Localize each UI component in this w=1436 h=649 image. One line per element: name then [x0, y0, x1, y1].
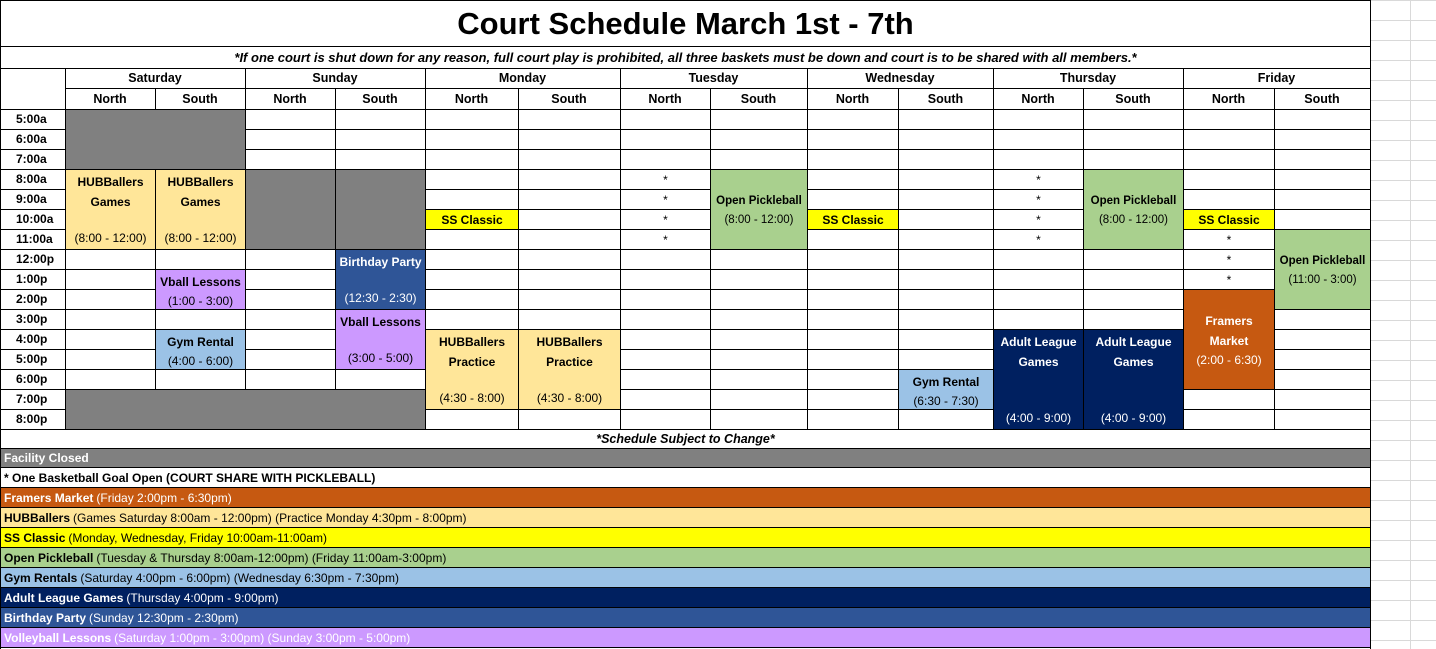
legend-framers-market [0, 488, 1371, 508]
day-header-saturday [65, 68, 245, 88]
event-time: (6:30 - 7:30) [913, 394, 979, 408]
court-label: South [740, 91, 777, 106]
court-header-monday-south [518, 88, 620, 109]
event-bday_sun[interactable] [336, 250, 425, 309]
basketball-star-marker [1184, 270, 1274, 289]
time-label [0, 169, 65, 189]
court-header-tuesday-south [710, 88, 807, 109]
legend-detail: (Saturday 1:00pm - 3:00pm) (Sunday 3:00pm - 5:00pm) [114, 630, 411, 645]
event-time: (12:30 - 2:30) [344, 291, 417, 305]
time-label [0, 389, 65, 409]
event-title [1095, 332, 1171, 372]
legend-detail: (Monday, Wednesday, Friday 10:00am-11:00am) [68, 530, 327, 545]
event-title [339, 252, 421, 272]
basketball-star-marker [994, 210, 1083, 229]
event-title [77, 172, 143, 212]
legend-detail: (Sunday 12:30pm - 2:30pm) [89, 610, 239, 625]
event-name: Adult League [1095, 335, 1172, 349]
event-name: SS Classic [441, 212, 503, 227]
time-text: 9:00a [16, 192, 47, 206]
time-text: 2:00p [16, 292, 48, 306]
basketball-star-marker [994, 230, 1083, 249]
event-title [340, 312, 421, 332]
time-label [0, 269, 65, 289]
closed-sat-sun-morning [66, 110, 245, 169]
day-header-tuesday [620, 68, 807, 88]
star-text: * [1036, 212, 1041, 227]
legend-adult-league [0, 588, 1371, 608]
legend-label: SS Classic [4, 530, 66, 545]
event-name-line2: Market [1209, 333, 1249, 348]
event-name: Birthday Party [339, 255, 422, 269]
time-text: 12:00p [16, 252, 55, 266]
time-label [0, 189, 65, 209]
event-title [441, 210, 502, 229]
time-label [0, 209, 65, 229]
event-name: SS Classic [1198, 212, 1260, 227]
event-title [1205, 311, 1252, 351]
legend-detail: (Thursday 4:00pm - 9:00pm) [126, 590, 279, 605]
time-label [0, 249, 65, 269]
court-label: South [551, 91, 587, 106]
event-name: Vball Lessons [160, 275, 241, 289]
day-label: Saturday [128, 71, 182, 85]
court-header-sunday-south [335, 88, 425, 109]
court-header-friday-south [1274, 88, 1370, 109]
page-title [0, 0, 1371, 47]
event-adult_thu_s[interactable] [1084, 330, 1183, 429]
court-header-tuesday-north [620, 88, 710, 109]
time-label [0, 129, 65, 149]
court-label: South [927, 91, 964, 106]
star-text: * [663, 212, 668, 227]
event-time: (4:00 - 9:00) [1100, 411, 1167, 425]
time-text: 3:00p [16, 312, 48, 326]
event-time: (4:30 - 8:00) [536, 391, 603, 405]
time-text: 11:00a [16, 232, 53, 246]
event-time: (11:00 - 3:00) [1288, 273, 1357, 286]
event-gym_wed[interactable] [899, 370, 993, 409]
legend-label: Facility Closed [4, 451, 89, 465]
day-label: Tuesday [688, 71, 739, 85]
title-text: Court Schedule March 1st - 7th [457, 5, 914, 41]
star-text: * [1226, 252, 1232, 267]
day-header-thursday [993, 68, 1183, 88]
court-header-wednesday-south [898, 88, 993, 109]
time-label [0, 349, 65, 369]
court-label: North [273, 91, 307, 106]
time-text: 10:00a [16, 212, 54, 226]
time-label [0, 289, 65, 309]
event-title [822, 210, 883, 229]
event-title [913, 372, 980, 392]
basketball-star-marker [621, 230, 710, 249]
event-name: Framers [1205, 313, 1253, 328]
event-title [167, 172, 233, 212]
time-label [0, 149, 65, 169]
event-name: Vball Lessons [340, 315, 421, 329]
court-header-thursday-south [1083, 88, 1183, 109]
event-name: Gym Rental [912, 375, 980, 389]
day-header-wednesday [807, 68, 993, 88]
day-header-sunday [245, 68, 425, 88]
star-text: * [1036, 192, 1041, 207]
event-name: Adult League [1000, 335, 1077, 349]
event-title [167, 332, 234, 352]
event-time: (4:00 - 6:00) [167, 354, 234, 368]
event-adult_thu_n[interactable] [994, 330, 1083, 429]
basketball-star-marker [1184, 250, 1274, 269]
event-time: (1:00 - 3:00) [167, 294, 234, 308]
basketball-star-marker [1184, 230, 1274, 249]
basketball-star-marker [994, 190, 1083, 209]
basketball-star-marker [621, 210, 710, 229]
court-label: North [1021, 91, 1055, 106]
event-title [439, 332, 505, 372]
event-ss_mon[interactable] [426, 210, 518, 229]
closed-sun-north-morning [246, 170, 335, 249]
event-name: HUBBallers [77, 175, 144, 189]
event-name: HUBBallers [167, 175, 234, 189]
time-label [0, 329, 65, 349]
time-text: 7:00p [16, 392, 48, 406]
legend-open-pickleball [0, 548, 1371, 568]
footer-text: *Schedule Subject to Change* [596, 431, 775, 446]
time-text: 6:00a [16, 132, 47, 146]
event-name: HUBBallers [536, 335, 603, 349]
court-header-wednesday-north [807, 88, 898, 109]
court-header-friday-north [1183, 88, 1274, 109]
legend-label: * One Basketball Goal Open (COURT SHARE WITH PICKLEBALL) [4, 470, 376, 485]
event-title [1000, 332, 1076, 372]
event-name-line2: Games [1018, 355, 1059, 369]
event-hub_sat_s[interactable] [156, 170, 245, 249]
legend-label: Gym Rentals [4, 570, 78, 585]
court-label: North [835, 91, 870, 106]
day-label: Monday [498, 71, 547, 85]
event-name: Open Pickleball [1279, 254, 1366, 267]
legend-facility-closed [0, 448, 1371, 468]
legend-ss-classic [0, 528, 1371, 548]
basketball-star-marker [621, 190, 710, 209]
legend-label: Open Pickleball [4, 550, 94, 565]
legend-label: Volleyball Lessons [4, 630, 112, 645]
court-header-saturday-south [155, 88, 245, 109]
event-ss_fri[interactable] [1184, 210, 1274, 229]
event-pb_fri[interactable] [1275, 230, 1370, 309]
time-text: 4:00p [16, 332, 48, 346]
event-hub_sat_n[interactable] [66, 170, 155, 249]
legend-birthday-party [0, 608, 1371, 628]
event-hub_mon_n[interactable] [426, 330, 518, 409]
court-label: North [454, 91, 489, 106]
event-time: (8:00 - 12:00) [1098, 213, 1169, 226]
time-text: 8:00a [16, 172, 47, 186]
basketball-star-marker [621, 170, 710, 189]
legend-detail: (Games Saturday 8:00am - 12:00pm) (Practice Monday 4:30pm - 8:00pm) [73, 510, 467, 525]
time-text: 5:00a [16, 112, 47, 126]
time-text: 8:00p [16, 412, 48, 426]
event-time: (4:00 - 9:00) [1005, 411, 1072, 425]
closed-sun-south-morning [336, 170, 425, 249]
event-ss_wed[interactable] [808, 210, 898, 229]
event-time: (4:30 - 8:00) [439, 391, 505, 405]
event-pb_thu[interactable] [1084, 170, 1183, 249]
court-label: North [1211, 91, 1246, 106]
court-header-saturday-north [65, 88, 155, 109]
event-pb_tue[interactable] [711, 170, 807, 249]
event-name-line2: Practice [546, 355, 593, 369]
event-name-line2: Games [1113, 355, 1154, 369]
court-header-thursday-north [993, 88, 1083, 109]
event-name: Open Pickleball [1090, 194, 1177, 207]
time-text: 5:00p [16, 352, 48, 366]
star-text: * [663, 232, 668, 247]
legend-detail: (Saturday 4:00pm - 6:00pm) (Wednesday 6:30pm - 7:30pm) [80, 570, 399, 585]
event-name-line2: Games [180, 195, 221, 209]
event-hub_mon_s[interactable] [519, 330, 620, 409]
court-label: North [648, 91, 682, 106]
event-name-line2: Games [90, 195, 131, 209]
legend-volleyball-lessons [0, 628, 1371, 648]
time-label [0, 409, 65, 429]
legend-label: HUBBallers [4, 510, 71, 525]
star-text: * [1226, 272, 1232, 287]
day-label: Friday [1257, 71, 1296, 85]
day-header-friday [1183, 68, 1370, 88]
star-text: * [1036, 172, 1041, 187]
event-name: SS Classic [822, 212, 884, 227]
time-text: 6:00p [16, 372, 48, 386]
event-vball_sat[interactable] [156, 270, 245, 309]
time-text: 1:00p [16, 272, 48, 286]
court-header-monday-north [425, 88, 518, 109]
event-time: (8:00 - 12:00) [164, 231, 237, 245]
event-name: HUBBallers [438, 335, 506, 349]
event-time: (3:00 - 5:00) [347, 351, 414, 365]
event-title [716, 191, 802, 211]
court-label: South [362, 91, 398, 106]
event-title [1091, 191, 1177, 211]
event-name-line2: Practice [448, 355, 496, 369]
time-label [0, 229, 65, 249]
event-vball_sun[interactable] [336, 310, 425, 369]
legend-label: Adult League Games [4, 590, 124, 605]
event-gym_sat[interactable] [156, 330, 245, 369]
closed-sat-sun-evening [66, 390, 425, 429]
event-time: (8:00 - 12:00) [74, 231, 147, 245]
star-text: * [663, 172, 668, 187]
court-label: North [93, 91, 127, 106]
event-title [160, 272, 241, 292]
day-label: Wednesday [865, 71, 935, 85]
event-time: (2:00 - 6:30) [1196, 352, 1262, 367]
notice-banner [0, 47, 1371, 68]
legend-detail: (Tuesday & Thursday 8:00am-12:00pm) (Friday 11:00am-3:00pm) [96, 550, 447, 565]
legend-gym-rentals [0, 568, 1371, 588]
legend-one-goal-open [0, 468, 1371, 488]
court-label: South [182, 91, 218, 106]
court-label: South [1115, 91, 1151, 106]
time-label [0, 369, 65, 389]
legend-detail: (Friday 2:00pm - 6:30pm) [96, 490, 232, 505]
event-title [536, 332, 602, 372]
court-label: South [1304, 91, 1340, 106]
event-title [1280, 251, 1366, 271]
event-name: Gym Rental [167, 335, 234, 349]
event-framers_fri[interactable] [1184, 290, 1274, 389]
legend-hubballers [0, 508, 1371, 528]
time-label [0, 309, 65, 329]
star-text: * [1226, 232, 1232, 247]
court-header-sunday-north [245, 88, 335, 109]
event-name: Open Pickleball [716, 194, 802, 207]
schedule-footer-note [0, 429, 1371, 448]
notice-text: *If one court is shut down for any reason, full court play is prohibited, all three baskets must be down and court is to be shared with all members.* [234, 50, 1137, 65]
time-label [0, 109, 65, 129]
legend-label: Birthday Party [4, 610, 87, 625]
time-text: 7:00a [16, 152, 47, 166]
day-label: Sunday [312, 71, 358, 85]
star-text: * [1036, 232, 1041, 247]
day-label: Thursday [1059, 71, 1117, 85]
day-header-monday [425, 68, 620, 88]
event-title [1198, 210, 1259, 229]
star-text: * [663, 192, 668, 207]
legend-label: Framers Market [4, 490, 94, 505]
event-time: (8:00 - 12:00) [724, 213, 794, 226]
basketball-star-marker [994, 170, 1083, 189]
